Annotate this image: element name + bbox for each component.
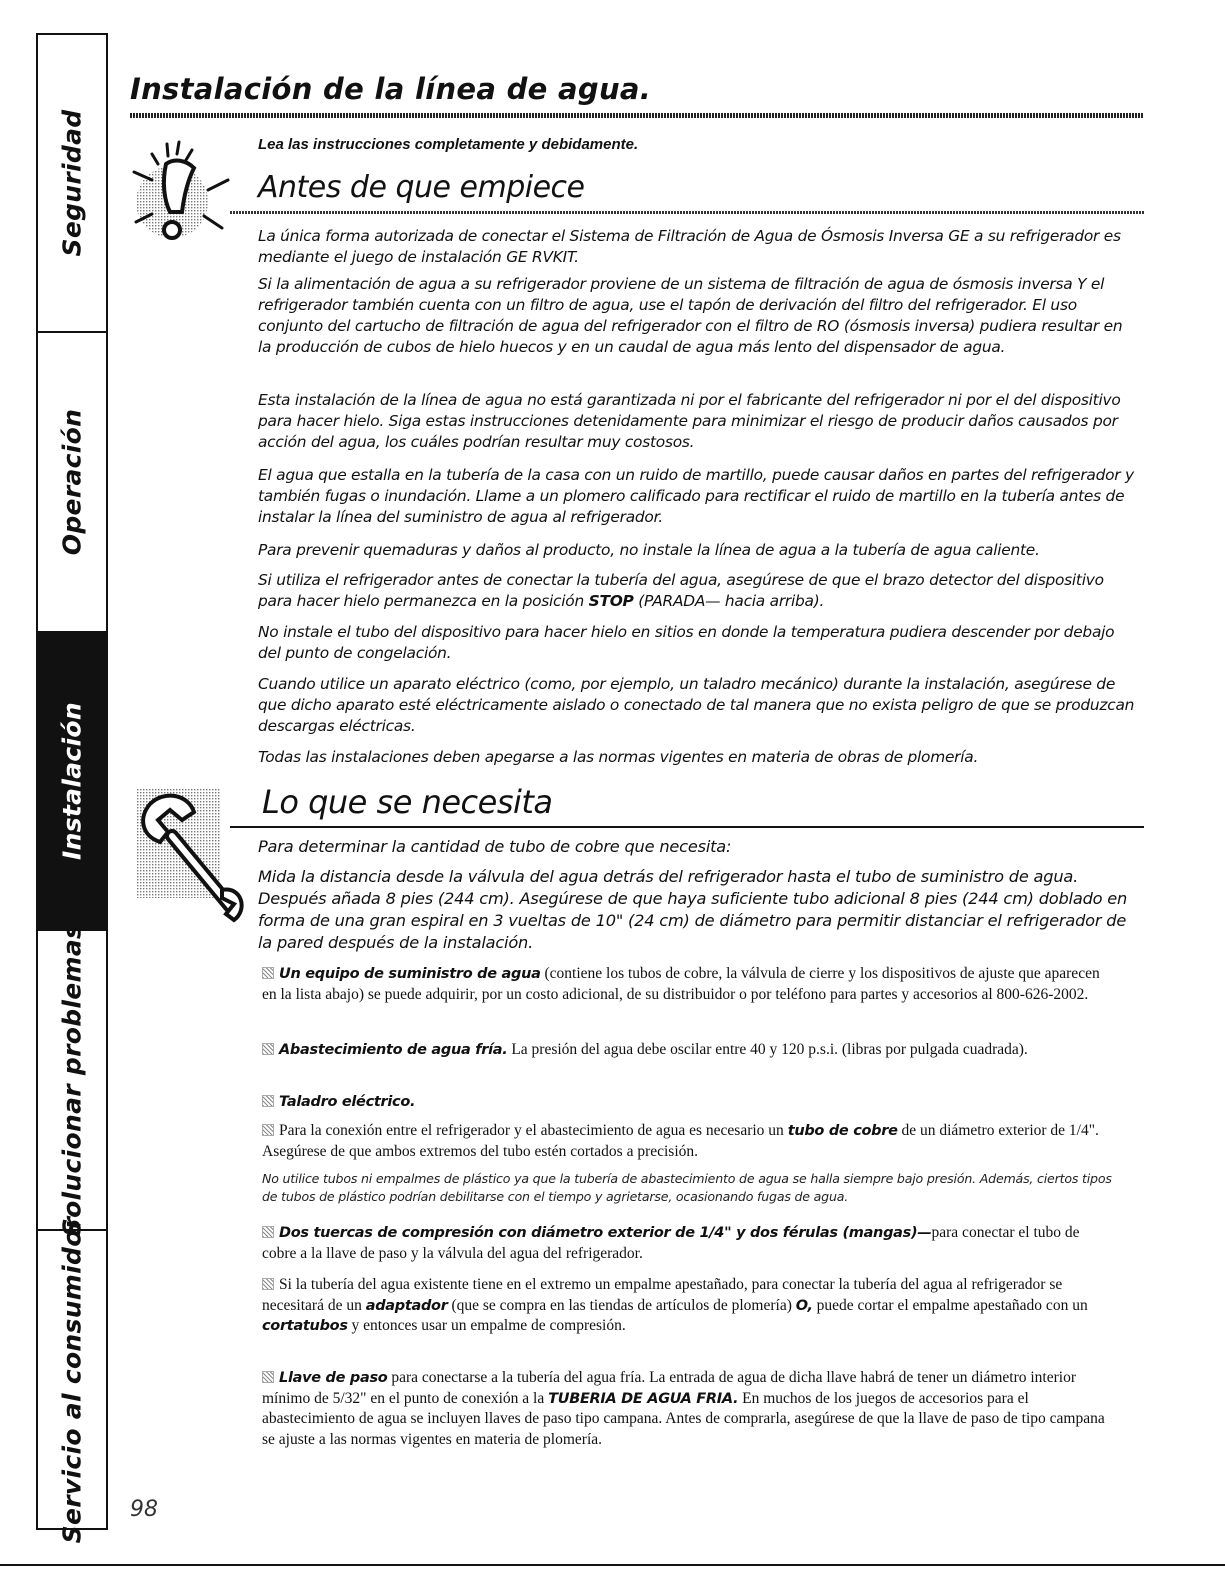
tab-instalacion[interactable] bbox=[38, 633, 106, 931]
bullet-icon bbox=[262, 1043, 274, 1055]
tab-servicio-al-consumidor[interactable] bbox=[38, 1216, 106, 1543]
list-item-drill: Taladro eléctrico. bbox=[262, 1092, 1117, 1113]
paragraph: Si la alimentación de agua a su refrigerador proviene de un sistema de filtración de agua de ósmosis inversa Y el refrigerador también cuenta con un filtro de agua, use el tapón de derivación del filtro del refrigerador. El uso conjunto del cartucho de filtración de agua del refrigerador con el filtro de RO (ósmosis inversa) pudiera resultar en la producción de cubos de hielo huecos y en un caudal de agua más lento del dispensador de agua. bbox=[258, 275, 1123, 356]
paragraph: El agua que estalla en la tubería de la casa con un ruido de martillo, puede causar daños en partes del refrigerador y también fugas o inundación. Llame a un plomero calificado para rectificar el ruido de martillo en la tubería antes de instalar la línea del suministro de agua al refrigerador. bbox=[258, 466, 1134, 526]
section-heading-before: Antes de que empiece bbox=[258, 170, 585, 205]
section-heading-needs: Lo que se necesita bbox=[262, 783, 553, 821]
section-rule bbox=[230, 211, 1144, 214]
bullet-icon bbox=[262, 1226, 274, 1238]
tab-solucionar-problemas[interactable] bbox=[38, 923, 106, 1237]
paragraph: La única forma autorizada de conectar el Sistema de Filtración de Agua de Ósmosis Inversa GE a su refrigerador es mediante el juego de instalación GE RVKIT. bbox=[258, 227, 1121, 266]
list-item-nuts: Dos tuercas de compresión con diámetro exterior de 1/4" y dos férulas (mangas)—para conectar el tubo de cobre a la llave de paso y la válvula del agua del refrigerador. bbox=[262, 1224, 1080, 1262]
paragraph: Mida la distancia desde la válvula del agua detrás del refrigerador hasta el tubo de suministro de agua. Después añada 8 pies (244 cm). Asegúrese de que haya suficiente tubo adicional 8 pies (244 cm) doblado en forma de una gran espiral en 3 vueltas de 10" (24 cm) de diámetro para permitir distanciar el refrigerador de la pared después de la instalación. bbox=[258, 867, 1128, 952]
tab-label: Instalación bbox=[57, 702, 87, 860]
list-item-cold-water: Abastecimiento de agua fría. La presión del agua debe oscilar entre 40 y 120 p.s.i. (libras por pulgada cuadrada). bbox=[262, 1040, 1117, 1061]
tab-seguridad[interactable] bbox=[38, 35, 106, 333]
stop-paragraph-text: Si utiliza el refrigerador antes de conectar la tubería del agua, asegúrese de que el brazo detector del dispositivo para hacer hielo permanezca en la posición STOP (PARADA— hacia arriba). bbox=[258, 571, 1104, 610]
paragraph: No instale el tubo del dispositivo para hacer hielo en sitios en donde la temperatura pudiera descender por debajo del punto de congelación. bbox=[258, 623, 1115, 662]
title-rule bbox=[130, 113, 1144, 118]
tab-label: Servicio al consumidor bbox=[57, 1216, 87, 1543]
paragraph: Esta instalación de la línea de agua no está garantizada ni por el fabricante del refrigerador ni por el del dispositivo para hacer hielo. Siga estas instrucciones detenidamente para minimizar el riesgo de producir daños causados por acción del agua, los cuáles podrían resultar muy costosos. bbox=[258, 391, 1121, 451]
wrench-icon bbox=[122, 780, 252, 930]
tab-operacion[interactable] bbox=[38, 333, 106, 633]
stop-word: STOP bbox=[588, 592, 634, 610]
plastic-note: No utilice tubos ni empalmes de plástico ya que la tubería de abastecimiento de agua se halla siempre bajo presión. Además, ciertos tipos de tubos de plástico podrían debilitarse con el tiempo y agrietarse, ocasionando fugas de agua. bbox=[262, 1171, 1112, 1204]
paragraph: Para prevenir quemaduras y daños al producto, no instale la línea de agua a la tubería de agua caliente. bbox=[258, 541, 1040, 559]
paragraph: Para determinar la cantidad de tubo de cobre que necesita: bbox=[258, 837, 732, 856]
page-title: Instalación de la línea de agua. bbox=[130, 72, 652, 106]
bottom-rule bbox=[0, 1564, 1225, 1566]
caution-icon bbox=[122, 132, 242, 242]
paragraph: Cuando utilice un aparato eléctrico (como, por ejemplo, un taladro mecánico) durante la instalación, asegúrese de que dicho aparato esté eléctricamente aislado o conectado de tal manera que no exista peligro de que se produzcan descargas eléctricas. bbox=[258, 675, 1135, 735]
list-item-copper: Para la conexión entre el refrigerador y el abastecimiento de agua es necesario un tubo de cobre de un diámetro exterior de 1/4". Asegúrese de que ambos extremos del tubo estén cortados a precisión. bbox=[262, 1122, 1099, 1160]
tab-label: Operación bbox=[57, 408, 87, 556]
paragraph: Todas las instalaciones deben apegarse a las normas vigentes en materia de obras de plomería. bbox=[258, 748, 979, 766]
page-number: 98 bbox=[130, 1497, 158, 1522]
tab-label: Seguridad bbox=[57, 109, 87, 257]
section-rule bbox=[230, 826, 1144, 828]
tab-label: Solucionar problemas bbox=[57, 923, 87, 1237]
bullet-icon bbox=[262, 1124, 274, 1136]
side-tabs bbox=[36, 33, 108, 1543]
list-item-valve: Llave de paso para conectarse a la tubería del agua fría. La entrada de agua de dicha llave habrá de tener un diámetro interior mínimo de 5/32" en el punto de conexión a la TUBERIA DE AGUA FRIA. En muchos de los juegos de accesorios para el abastecimiento de agua se incluyen llaves de paso tipo campana. Antes de comprarla, asegúrese de que la llave de paso de tipo campana se ajuste a las normas vigentes en materia de plomería. bbox=[262, 1369, 1105, 1448]
intro-text: Lea las instrucciones completamente y debidamente. bbox=[258, 136, 639, 153]
paragraph-stop bbox=[258, 570, 1138, 612]
list-item-adapter: Si la tubería del agua existente tiene en el extremo un empalme apestañado, para conectar la tubería del agua al refrigerador se necesitará de un adaptador (que se compra en las tiendas de artículos de plomería) O, puede cortar el empalme apestañado con un cortatubos y entonces usar un empalme de compresión. bbox=[262, 1276, 1088, 1334]
bullet-icon bbox=[262, 1095, 274, 1107]
bullet-icon bbox=[262, 1278, 274, 1290]
bullet-icon bbox=[262, 967, 274, 979]
bullet-icon bbox=[262, 1371, 274, 1383]
list-item-kit: Un equipo de suministro de agua (contiene los tubos de cobre, la válvula de cierre y los dispositivos de ajuste que aparecen en la lista abajo) se puede adquirir, por un costo adicional, de su distribuidor o por teléfono para partes y accesorios al 800-626-2002. bbox=[262, 965, 1100, 1003]
